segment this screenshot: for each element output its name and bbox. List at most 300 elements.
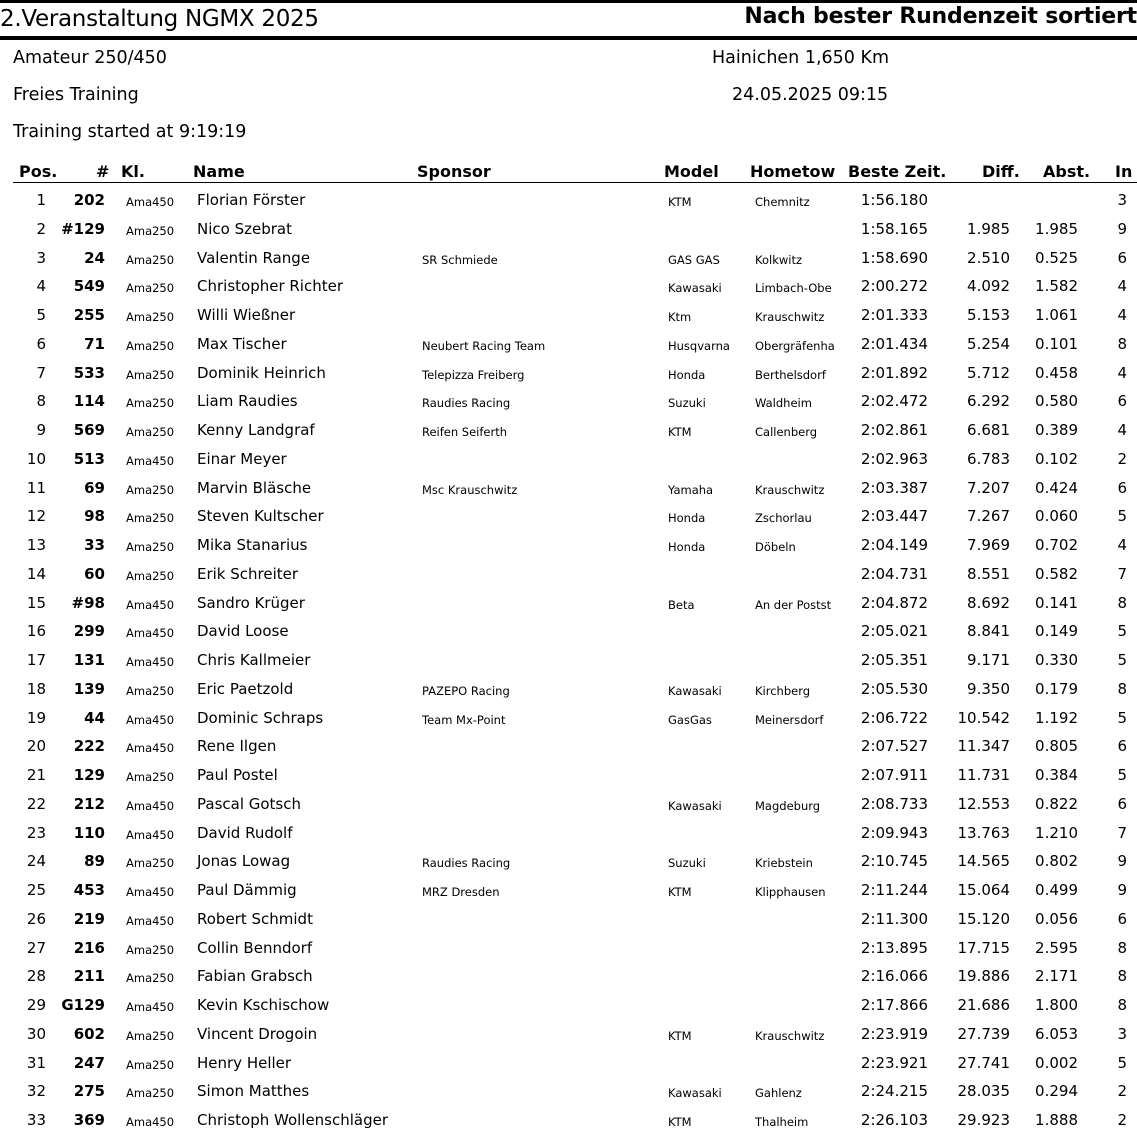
cell-rider-name: Jonas Lowag [197,852,291,871]
cell-hometown: Chemnitz [755,195,810,209]
cell-class: Ama250 [126,338,175,353]
cell-start-number: 219 [73,909,105,928]
cell-laps-in: 5 [1117,651,1127,669]
cell-gap: 0.424 [1035,478,1078,497]
cell-model: Suzuki [668,856,706,871]
cell-pos: 4 [36,277,46,296]
table-row [0,1077,1137,1106]
cell-model: Kawasaki [668,683,722,698]
cell-diff: 6.292 [967,392,1010,411]
cell-gap: 2.171 [1035,967,1078,986]
cell-start-number: 369 [73,1111,105,1129]
table-row [0,991,1137,1020]
cell-best-time: 2:05.351 [860,651,928,669]
cell-model: GAS GAS [668,252,720,267]
cell-start-number: 513 [73,449,105,468]
cell-start-number: 129 [73,766,105,784]
cell-class: Ama450 [126,626,175,641]
table-row [0,1020,1137,1049]
cell-pos: 5 [36,306,46,324]
cell-class: Ama250 [126,1086,175,1101]
cell-pos: 21 [26,766,46,784]
cell-hometown: Berthelsdorf [755,367,826,382]
cell-rider-name: Henry Heller [197,1053,292,1072]
cell-laps-in: 5 [1117,766,1127,784]
cell-laps-in: 8 [1117,593,1127,612]
col-sponsor: Sponsor [417,162,491,181]
cell-model: KTM [668,425,692,439]
cell-diff: 8.692 [967,593,1010,612]
cell-model: Husqvarna [668,338,730,353]
cell-start-number: 44 [84,708,105,727]
cell-best-time: 2:09.943 [860,823,928,842]
table-row [0,617,1137,646]
col-name: Name [193,162,245,181]
cell-start-number: 569 [73,421,105,439]
cell-class: Ama250 [126,770,175,784]
table-row [0,819,1137,848]
cell-rider-name: Sandro Krüger [197,593,305,612]
cell-class: Ama450 [126,1115,175,1129]
cell-gap: 0.805 [1035,737,1078,756]
cell-class: Ama250 [126,568,175,583]
cell-gap: 1.985 [1035,219,1078,238]
cell-rider-name: Vincent Drogoin [197,1024,318,1043]
table-row [0,359,1137,388]
cell-diff: 29.923 [957,1111,1010,1129]
cell-gap: 1.061 [1035,306,1078,324]
cell-rider-name: Einar Meyer [197,449,287,468]
cell-hometown: Meinersdorf [755,712,824,727]
cell-start-number: 212 [73,794,105,813]
cell-best-time: 2:03.387 [860,478,928,497]
track-info: Hainichen 1,650 Km [712,48,890,68]
cell-pos: 9 [36,421,46,439]
cell-pos: 14 [26,564,46,583]
cell-best-time: 2:07.911 [860,766,928,784]
training-start: Training started at 9:19:19 [13,122,247,142]
cell-hometown: Klipphausen [755,885,826,899]
cell-best-time: 2:03.447 [860,507,928,526]
cell-diff: 27.741 [957,1053,1010,1072]
cell-best-time: 2:17.866 [860,996,928,1014]
cell-diff: 12.553 [957,794,1010,813]
cell-best-time: 1:58.690 [860,248,928,267]
cell-pos: 12 [26,507,46,526]
cell-laps-in: 2 [1117,1082,1127,1101]
cell-laps-in: 6 [1117,392,1127,411]
cell-laps-in: 4 [1117,421,1127,439]
cell-gap: 0.822 [1035,794,1078,813]
cell-hometown: Obergräfenha [755,338,835,353]
cell-start-number: 71 [84,334,105,353]
table-row [0,732,1137,761]
cell-class: Ama250 [126,367,175,382]
cell-diff: 4.092 [967,277,1010,296]
col-kl: Kl. [121,162,145,181]
table-row [0,330,1137,359]
cell-laps-in: 2 [1117,449,1127,468]
cell-laps-in: 6 [1117,478,1127,497]
cell-rider-name: Nico Szebrat [197,219,292,238]
cell-hometown: Waldheim [755,396,812,411]
cell-diff: 7.267 [967,507,1010,526]
cell-diff: 9.171 [967,651,1010,669]
cell-sponsor: Msc Krauschwitz [422,482,518,497]
cell-model: Honda [668,540,706,554]
col-model: Model [664,162,719,181]
cell-laps-in: 3 [1117,191,1127,209]
cell-laps-in: 8 [1117,938,1127,957]
cell-start-number: 247 [73,1053,105,1072]
session-datetime: 24.05.2025 09:15 [732,85,889,105]
cell-best-time: 2:13.895 [860,938,928,957]
cell-class: Ama250 [126,310,175,324]
col-abst: Abst. [1043,162,1091,181]
cell-diff: 5.712 [967,363,1010,382]
cell-best-time: 2:05.530 [860,679,928,698]
cell-class: Ama250 [126,482,175,497]
cell-rider-name: Fabian Grabsch [197,967,313,986]
cell-hometown: Gahlenz [755,1086,802,1101]
cell-start-number: 139 [73,679,105,698]
cell-rider-name: Willi Wießner [197,306,296,324]
cell-diff: 8.841 [967,622,1010,641]
cell-model: GasGas [668,712,712,727]
cell-laps-in: 4 [1117,277,1127,296]
event-title: 2.Veranstaltung NGMX 2025 [0,6,319,32]
cell-gap: 0.389 [1035,421,1078,439]
col-pos: Pos. [19,162,58,181]
cell-laps-in: 5 [1117,1053,1127,1072]
cell-laps-in: 3 [1117,1024,1127,1043]
cell-rider-name: Pascal Gotsch [197,794,302,813]
cell-model: Yamaha [668,482,714,497]
cell-start-number: #98 [71,593,105,612]
cell-class: Ama250 [126,856,175,871]
cell-sponsor: Telepizza Freiberg [422,367,525,382]
cell-class: Ama250 [126,281,175,296]
cell-best-time: 2:23.921 [860,1053,928,1072]
cell-pos: 26 [26,909,46,928]
cell-start-number: 549 [73,277,105,296]
table-row [0,244,1137,273]
cell-diff: 11.731 [957,766,1010,784]
cell-hometown: An der Postst [755,597,832,612]
cell-laps-in: 6 [1117,248,1127,267]
cell-class: Ama450 [126,1000,175,1014]
table-row [0,646,1137,675]
cell-pos: 18 [26,679,46,698]
cell-model: Kawasaki [668,798,722,813]
cell-diff: 10.542 [957,708,1010,727]
cell-sponsor: Reifen Seiferth [422,425,508,439]
cell-start-number: 89 [84,852,105,871]
cell-hometown: Zschorlau [755,511,812,526]
cell-start-number: G129 [61,996,105,1014]
cell-class: Ama450 [126,885,175,899]
cell-rider-name: Marvin Bläsche [197,478,312,497]
table-row [0,502,1137,531]
cell-pos: 31 [26,1053,46,1072]
cell-rider-name: Dominik Heinrich [197,363,326,382]
cell-pos: 22 [26,794,46,813]
table-row [0,215,1137,244]
cell-gap: 0.149 [1035,622,1078,641]
cell-class: Ama250 [126,511,175,526]
cell-rider-name: Christopher Richter [197,277,344,296]
cell-gap: 0.056 [1035,909,1078,928]
cell-model: KTM [668,885,692,899]
table-row [0,704,1137,733]
cell-laps-in: 5 [1117,622,1127,641]
cell-gap: 1.800 [1035,996,1078,1014]
cell-start-number: 453 [73,881,105,899]
table-row [0,934,1137,963]
cell-pos: 17 [26,651,46,669]
cell-diff: 11.347 [957,737,1010,756]
cell-rider-name: Florian Förster [197,191,306,209]
cell-best-time: 2:02.963 [860,449,928,468]
cell-diff: 19.886 [957,967,1010,986]
cell-model: Honda [668,367,706,382]
cell-pos: 13 [26,536,46,554]
cell-gap: 0.141 [1035,593,1078,612]
cell-rider-name: Paul Dämmig [197,881,297,899]
cell-diff: 15.064 [957,881,1010,899]
top-rule [0,0,1137,3]
cell-best-time: 2:05.021 [860,622,928,641]
cell-start-number: 255 [73,306,105,324]
col-num: # [96,162,110,181]
cell-class: Ama450 [126,798,175,813]
table-row [0,962,1137,991]
cell-start-number: 131 [73,651,105,669]
table-row [0,847,1137,876]
cell-rider-name: Mika Stanarius [197,536,308,554]
cell-hometown: Döbeln [755,540,796,554]
cell-laps-in: 8 [1117,967,1127,986]
cell-gap: 0.582 [1035,564,1078,583]
cell-model: KTM [668,1115,692,1129]
cell-start-number: 299 [73,622,105,641]
cell-gap: 0.102 [1035,449,1078,468]
table-row [0,301,1137,330]
cell-diff: 28.035 [957,1082,1010,1101]
cell-gap: 0.702 [1035,536,1078,554]
cell-rider-name: Simon Matthes [197,1082,310,1101]
cell-pos: 27 [26,938,46,957]
cell-class: Ama450 [126,597,175,612]
session-name: Freies Training [13,85,139,105]
cell-class: Ama450 [126,195,175,209]
cell-hometown: Limbach-Obe [755,281,832,296]
cell-sponsor: Neubert Racing Team [422,338,546,353]
cell-best-time: 2:04.872 [860,593,928,612]
cell-rider-name: Kevin Kschischow [197,996,330,1014]
cell-laps-in: 6 [1117,737,1127,756]
cell-hometown: Krauschwitz [755,310,825,324]
cell-hometown: Callenberg [755,425,818,439]
cell-gap: 1.888 [1035,1111,1078,1129]
cell-best-time: 1:56.180 [860,191,928,209]
cell-best-time: 2:01.434 [860,334,928,353]
cell-sponsor: MRZ Dresden [422,885,500,899]
cell-diff: 17.715 [957,938,1010,957]
cell-best-time: 2:04.149 [860,536,928,554]
cell-start-number: 98 [84,507,105,526]
cell-start-number: 533 [73,363,105,382]
cell-rider-name: Valentin Range [197,248,311,267]
cell-diff: 5.153 [967,306,1010,324]
cell-laps-in: 9 [1117,852,1127,871]
cell-hometown: Thalheim [755,1115,809,1129]
cell-best-time: 2:23.919 [860,1024,928,1043]
table-row [0,387,1137,416]
table-row [0,272,1137,301]
cell-diff: 6.783 [967,449,1010,468]
cell-gap: 0.101 [1035,334,1078,353]
cell-pos: 15 [26,593,46,612]
table-row [0,905,1137,934]
cell-laps-in: 8 [1117,334,1127,353]
cell-start-number: 216 [73,938,105,957]
cell-rider-name: Kenny Landgraf [197,421,315,439]
cell-start-number: 33 [84,536,105,554]
cell-hometown: Krauschwitz [755,1028,825,1043]
cell-pos: 16 [26,622,46,641]
cell-pos: 10 [26,449,46,468]
cell-gap: 1.192 [1035,708,1078,727]
cell-gap: 0.458 [1035,363,1078,382]
cell-laps-in: 5 [1117,708,1127,727]
header-rule [13,182,1137,183]
cell-hometown: Kirchberg [755,683,811,698]
cell-gap: 2.595 [1035,938,1078,957]
cell-gap: 0.384 [1035,766,1078,784]
cell-class: Ama250 [126,1028,175,1043]
cell-start-number: 114 [73,392,105,411]
cell-pos: 28 [26,967,46,986]
table-row [0,445,1137,474]
cell-sponsor: Raudies Racing [422,856,511,871]
cell-best-time: 2:02.472 [860,392,928,411]
cell-best-time: 2:04.731 [860,564,928,583]
cell-best-time: 2:08.733 [860,794,928,813]
cell-laps-in: 2 [1117,1111,1127,1129]
cell-rider-name: Rene Ilgen [197,737,277,756]
cell-diff: 21.686 [957,996,1010,1014]
cell-rider-name: Max Tischer [197,334,287,353]
cell-model: Honda [668,511,706,526]
cell-start-number: 275 [73,1082,105,1101]
cell-pos: 33 [26,1111,46,1129]
cell-best-time: 2:24.215 [860,1082,928,1101]
cell-pos: 24 [26,852,46,871]
table-row [0,761,1137,790]
table-row [0,876,1137,905]
cell-best-time: 2:00.272 [860,277,928,296]
col-diff: Diff. [982,162,1020,181]
cell-best-time: 2:10.745 [860,852,928,871]
cell-hometown: Kolkwitz [755,252,803,267]
cell-rider-name: Paul Postel [197,766,278,784]
cell-gap: 0.179 [1035,679,1078,698]
cell-gap: 1.210 [1035,823,1078,842]
cell-diff: 13.763 [957,823,1010,842]
cell-gap: 0.802 [1035,852,1078,871]
cell-laps-in: 7 [1117,823,1127,842]
cell-gap: 0.525 [1035,248,1078,267]
cell-rider-name: Collin Benndorf [197,938,313,957]
cell-pos: 32 [26,1082,46,1101]
cell-best-time: 2:11.300 [860,909,928,928]
table-row [0,589,1137,618]
cell-best-time: 2:02.861 [860,421,928,439]
cell-pos: 23 [26,823,46,842]
cell-class: Ama450 [126,712,175,727]
cell-sponsor: Raudies Racing [422,396,511,411]
cell-pos: 2 [36,219,46,238]
table-row [0,416,1137,445]
cell-laps-in: 8 [1117,996,1127,1014]
cell-pos: 30 [26,1024,46,1043]
cell-best-time: 1:58.165 [860,219,928,238]
cell-gap: 6.053 [1035,1024,1078,1043]
cell-rider-name: Steven Kultscher [197,507,324,526]
cell-diff: 14.565 [957,852,1010,871]
cell-gap: 0.060 [1035,507,1078,526]
col-hometown: Hometow [750,162,836,181]
table-header [0,162,1137,182]
cell-start-number: 211 [73,967,105,986]
cell-laps-in: 5 [1117,507,1127,526]
class-name: Amateur 250/450 [13,48,167,68]
cell-rider-name: Dominic Schraps [197,708,324,727]
cell-pos: 1 [36,191,46,209]
cell-laps-in: 9 [1117,881,1127,899]
cell-diff: 27.739 [957,1024,1010,1043]
table-row [0,790,1137,819]
cell-laps-in: 6 [1117,909,1127,928]
cell-model: KTM [668,195,692,209]
cell-hometown: Kriebstein [755,856,813,871]
cell-start-number: #129 [61,219,105,238]
cell-diff: 15.120 [957,909,1010,928]
cell-pos: 3 [36,248,46,267]
cell-gap: 1.582 [1035,277,1078,296]
cell-sponsor: PAZEPO Racing [422,683,510,698]
cell-laps-in: 6 [1117,794,1127,813]
cell-class: Ama450 [126,655,175,669]
col-in: In [1115,162,1133,181]
table-row [0,474,1137,503]
cell-class: Ama250 [126,1057,175,1072]
table-row [0,560,1137,589]
cell-rider-name: David Loose [197,622,289,641]
cell-pos: 6 [36,334,46,353]
cell-rider-name: Eric Paetzold [197,679,294,698]
cell-diff: 5.254 [967,334,1010,353]
cell-gap: 0.294 [1035,1082,1078,1101]
cell-class: Ama250 [126,942,175,957]
title-rule [0,36,1137,40]
cell-laps-in: 4 [1117,363,1127,382]
cell-class: Ama450 [126,741,175,756]
cell-best-time: 2:26.103 [860,1111,928,1129]
cell-start-number: 222 [73,737,105,756]
cell-start-number: 69 [84,478,105,497]
